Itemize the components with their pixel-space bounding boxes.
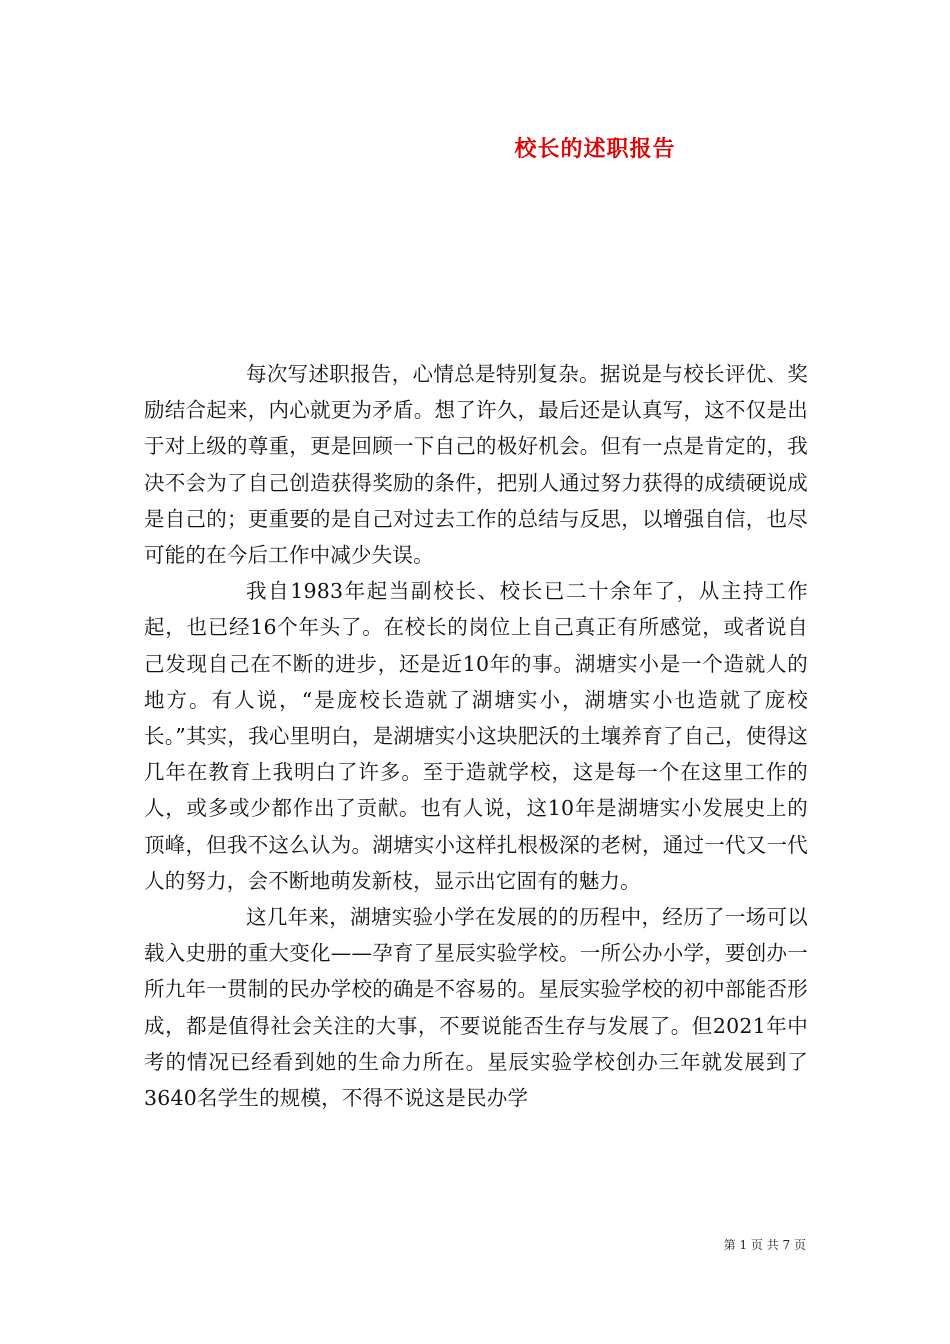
document-body (144, 356, 808, 1116)
paragraph: 我自1983年起当副校长、校长已二十余年了，从主持工作起，也已经16个年头了。在校长的岗位上自己真正有所感觉，或者说自己发现自己在不断的进步，还是近10年的事。湖塘实小是一个造就人的地方。有人说，“是庞校长造就了湖塘实小，湖塘实小也造就了庞校长。”其实，我心里明白，是湖塘实小这块肥沃的土壤养育了自己，使得这几年在教育上我明白了许多。至于造就学校，这是每一个在这里工作的人，或多或少都作出了贡献。也有人说，这10年是湖塘实小发展史上的顶峰，但我不这么认为。湖塘实小这样扎根极深的老树，通过一代又一代人的努力，会不断地萌发新枝，显示出它固有的魅力。 (144, 579, 808, 893)
document-title: 校长的述职报告 (514, 136, 676, 162)
paragraph: 这几年来，湖塘实验小学在发展的的历程中，经历了一场可以载入史册的重大变化——孕育了星辰实验学校。一所公办小学，要创办一所九年一贯制的民办学校的确是不容易的。星辰实验学校的初中部能否形成，都是值得社会关注的大事，不要说能否生存与发展了。但2021年中考的情况已经看到她的生命力所在。星辰实验学校创办三年就发展到了3640名学生的规模，不得不说这是民办学 (144, 905, 808, 1111)
paragraph: 每次写述职报告，心情总是特别复杂。据说是与校长评优、奖励结合起来，内心就更为矛盾。想了许久，最后还是认真写，这不仅是出于对上级的尊重，更是回顾一下自己的极好机会。但有一点是肯定的，我决不会为了自己创造获得奖励的条件，把别人通过努力获得的成绩硬说成是自己的；更重要的是自己对过去工作的总结与反思，以增强自信，也尽可能的在今后工作中减少失误。 (144, 362, 808, 568)
page-number: 第 1 页 共 7 页 (723, 1238, 806, 1252)
